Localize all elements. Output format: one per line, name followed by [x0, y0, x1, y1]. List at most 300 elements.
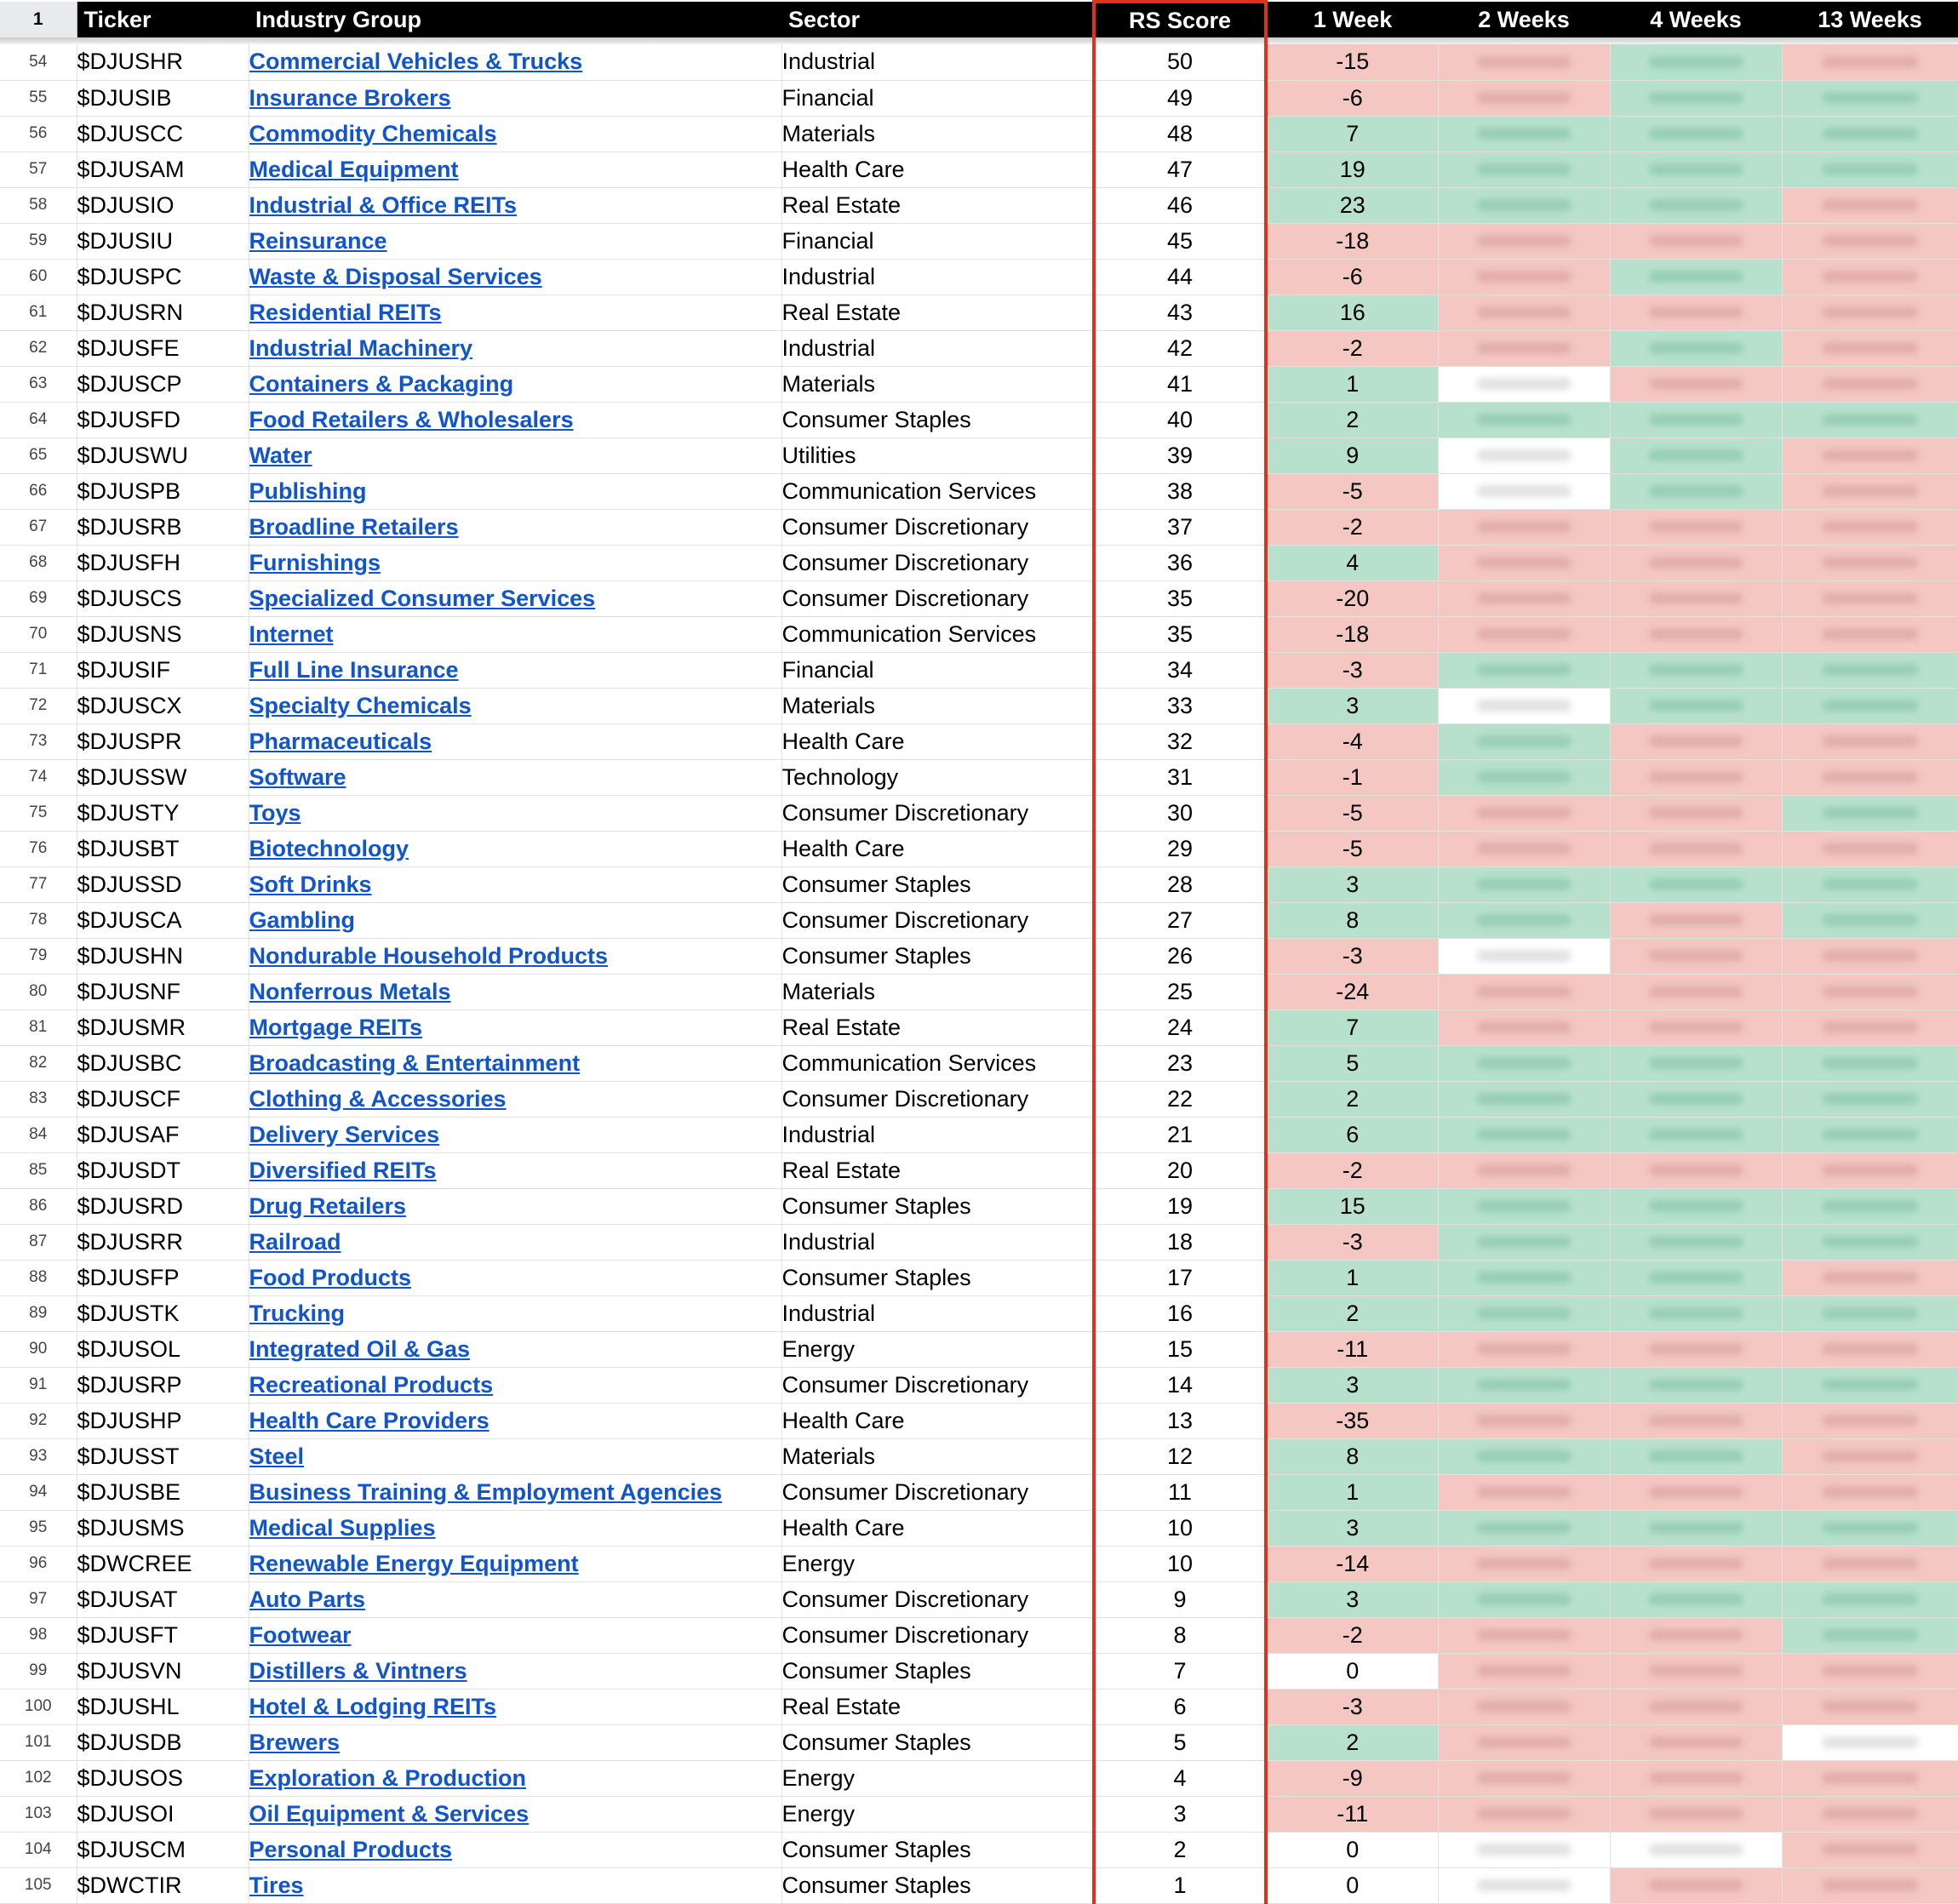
- rs-score-cell[interactable]: 6: [1094, 1689, 1266, 1724]
- week13-change-cell[interactable]: [1782, 1546, 1958, 1581]
- week4-change-cell[interactable]: [1610, 545, 1782, 580]
- week1-change-cell[interactable]: -2: [1266, 1152, 1438, 1188]
- week13-change-cell[interactable]: [1782, 1724, 1958, 1760]
- week4-change-cell[interactable]: [1610, 1653, 1782, 1689]
- table-row[interactable]: [0, 1152, 1958, 1188]
- week1-change-cell[interactable]: 2: [1266, 1724, 1438, 1760]
- industry-group-link[interactable]: Broadline Retailers: [249, 513, 459, 540]
- row-number[interactable]: 82: [0, 1045, 77, 1081]
- week4-change-cell[interactable]: [1610, 1367, 1782, 1403]
- sector-cell[interactable]: Consumer Discretionary: [781, 795, 1094, 831]
- row-number[interactable]: 77: [0, 866, 77, 902]
- industry-group-cell[interactable]: [249, 1796, 781, 1832]
- table-row[interactable]: [0, 1117, 1958, 1152]
- industry-group-cell[interactable]: [249, 1438, 781, 1474]
- sector-cell[interactable]: Consumer Staples: [781, 1832, 1094, 1867]
- week2-change-cell[interactable]: [1438, 402, 1610, 437]
- table-row[interactable]: [0, 1403, 1958, 1438]
- table-row[interactable]: [0, 723, 1958, 759]
- week13-change-cell[interactable]: [1782, 545, 1958, 580]
- ticker-cell[interactable]: $DJUSMR: [77, 1009, 249, 1045]
- ticker-cell[interactable]: $DJUSFE: [77, 330, 249, 366]
- industry-group-cell[interactable]: [249, 723, 781, 759]
- industry-group-cell[interactable]: [249, 902, 781, 938]
- week2-change-cell[interactable]: [1438, 44, 1610, 80]
- ticker-cell[interactable]: $DWCREE: [77, 1546, 249, 1581]
- week4-change-cell[interactable]: [1610, 1867, 1782, 1903]
- row-number[interactable]: 79: [0, 938, 77, 974]
- week13-change-cell[interactable]: [1782, 902, 1958, 938]
- sector-cell[interactable]: Energy: [781, 1331, 1094, 1367]
- industry-group-link[interactable]: Industrial Machinery: [249, 334, 473, 361]
- industry-group-cell[interactable]: [249, 1653, 781, 1689]
- rs-score-cell[interactable]: 43: [1094, 294, 1266, 330]
- rs-score-cell[interactable]: 47: [1094, 152, 1266, 187]
- industry-group-cell[interactable]: [249, 152, 781, 187]
- industry-group-link[interactable]: Pharmaceuticals: [249, 728, 432, 754]
- industry-group-cell[interactable]: [249, 330, 781, 366]
- sector-cell[interactable]: Consumer Staples: [781, 402, 1094, 437]
- industry-group-cell[interactable]: [249, 938, 781, 974]
- table-row[interactable]: [0, 902, 1958, 938]
- week2-change-cell[interactable]: [1438, 795, 1610, 831]
- week2-change-cell[interactable]: [1438, 688, 1610, 723]
- ticker-cell[interactable]: $DJUSHN: [77, 938, 249, 974]
- week2-change-cell[interactable]: [1438, 866, 1610, 902]
- week13-change-cell[interactable]: [1782, 1867, 1958, 1903]
- week1-change-cell[interactable]: -3: [1266, 1689, 1438, 1724]
- row-number[interactable]: 100: [0, 1689, 77, 1724]
- sector-cell[interactable]: Consumer Discretionary: [781, 1617, 1094, 1653]
- ticker-cell[interactable]: $DJUSST: [77, 1438, 249, 1474]
- row-number[interactable]: 88: [0, 1260, 77, 1295]
- industry-group-cell[interactable]: [249, 1474, 781, 1510]
- industry-group-link[interactable]: Distillers & Vintners: [249, 1657, 467, 1684]
- rs-score-cell[interactable]: 30: [1094, 795, 1266, 831]
- rs-score-cell[interactable]: 16: [1094, 1295, 1266, 1331]
- week4-change-cell[interactable]: [1610, 294, 1782, 330]
- ticker-cell[interactable]: $DJUSIF: [77, 652, 249, 688]
- rs-score-cell[interactable]: 7: [1094, 1653, 1266, 1689]
- week1-change-cell[interactable]: -3: [1266, 938, 1438, 974]
- industry-group-link[interactable]: Brewers: [249, 1729, 341, 1755]
- sector-cell[interactable]: Financial: [781, 652, 1094, 688]
- week4-change-cell[interactable]: [1610, 1260, 1782, 1295]
- industry-group-link[interactable]: Personal Products: [249, 1836, 453, 1862]
- ticker-cell[interactable]: $DJUSPB: [77, 473, 249, 509]
- week13-change-cell[interactable]: [1782, 44, 1958, 80]
- week13-change-cell[interactable]: [1782, 223, 1958, 259]
- sector-cell[interactable]: Energy: [781, 1546, 1094, 1581]
- row-number[interactable]: 70: [0, 616, 77, 652]
- week1-change-cell[interactable]: 1: [1266, 366, 1438, 402]
- sector-cell[interactable]: Consumer Discretionary: [781, 902, 1094, 938]
- week1-change-cell[interactable]: -14: [1266, 1546, 1438, 1581]
- table-row[interactable]: [0, 80, 1958, 116]
- industry-group-cell[interactable]: [249, 294, 781, 330]
- week1-change-cell[interactable]: -3: [1266, 652, 1438, 688]
- sector-cell[interactable]: Health Care: [781, 152, 1094, 187]
- sector-cell[interactable]: Health Care: [781, 831, 1094, 866]
- ticker-cell[interactable]: $DJUSOS: [77, 1760, 249, 1796]
- table-row[interactable]: [0, 152, 1958, 187]
- industry-group-link[interactable]: Tires: [249, 1872, 304, 1898]
- week2-change-cell[interactable]: [1438, 1295, 1610, 1331]
- rs-score-cell[interactable]: 34: [1094, 652, 1266, 688]
- week4-change-cell[interactable]: [1610, 1617, 1782, 1653]
- row-number[interactable]: 93: [0, 1438, 77, 1474]
- industry-group-link[interactable]: Medical Supplies: [249, 1514, 436, 1541]
- table-row[interactable]: [0, 1331, 1958, 1367]
- row-number[interactable]: 85: [0, 1152, 77, 1188]
- industry-group-cell[interactable]: [249, 866, 781, 902]
- week2-change-cell[interactable]: [1438, 116, 1610, 152]
- industry-group-cell[interactable]: [249, 1188, 781, 1224]
- sector-cell[interactable]: Consumer Discretionary: [781, 1474, 1094, 1510]
- week2-change-cell[interactable]: [1438, 1617, 1610, 1653]
- ticker-cell[interactable]: $DJUSCM: [77, 1832, 249, 1867]
- week13-change-cell[interactable]: [1782, 688, 1958, 723]
- industry-group-cell[interactable]: [249, 437, 781, 473]
- rs-score-cell[interactable]: 9: [1094, 1581, 1266, 1617]
- week1-change-cell[interactable]: 1: [1266, 1260, 1438, 1295]
- table-row[interactable]: [0, 580, 1958, 616]
- rs-score-cell[interactable]: 36: [1094, 545, 1266, 580]
- week1-change-cell[interactable]: -4: [1266, 723, 1438, 759]
- sector-cell[interactable]: Materials: [781, 366, 1094, 402]
- rs-score-cell[interactable]: 23: [1094, 1045, 1266, 1081]
- row-number[interactable]: 60: [0, 259, 77, 294]
- industry-group-cell[interactable]: [249, 616, 781, 652]
- ticker-cell[interactable]: $DJUSCC: [77, 116, 249, 152]
- rs-score-cell[interactable]: 38: [1094, 473, 1266, 509]
- sector-cell[interactable]: Energy: [781, 1760, 1094, 1796]
- row-number[interactable]: 65: [0, 437, 77, 473]
- week2-change-cell[interactable]: [1438, 1260, 1610, 1295]
- rs-score-cell[interactable]: 25: [1094, 974, 1266, 1009]
- ticker-cell[interactable]: $DJUSTK: [77, 1295, 249, 1331]
- table-row[interactable]: [0, 1546, 1958, 1581]
- row-number[interactable]: 96: [0, 1546, 77, 1581]
- row-number[interactable]: 89: [0, 1295, 77, 1331]
- sector-cell[interactable]: Health Care: [781, 1510, 1094, 1546]
- week4-change-cell[interactable]: [1610, 688, 1782, 723]
- sector-cell[interactable]: Consumer Discretionary: [781, 509, 1094, 545]
- week2-change-cell[interactable]: [1438, 938, 1610, 974]
- row-number[interactable]: 102: [0, 1760, 77, 1796]
- week1-column-header[interactable]: 1 Week: [1266, 2, 1438, 37]
- week1-change-cell[interactable]: -11: [1266, 1331, 1438, 1367]
- row-number[interactable]: 105: [0, 1867, 77, 1903]
- week4-change-cell[interactable]: [1610, 1152, 1782, 1188]
- sector-cell[interactable]: Materials: [781, 116, 1094, 152]
- week2-change-cell[interactable]: [1438, 1152, 1610, 1188]
- industry-group-cell[interactable]: [249, 795, 781, 831]
- industry-group-cell[interactable]: [249, 366, 781, 402]
- week4-change-cell[interactable]: [1610, 723, 1782, 759]
- week2-change-cell[interactable]: [1438, 1367, 1610, 1403]
- row-number[interactable]: 104: [0, 1832, 77, 1867]
- row-number[interactable]: 54: [0, 44, 77, 80]
- week2-change-cell[interactable]: [1438, 1403, 1610, 1438]
- table-row[interactable]: [0, 1009, 1958, 1045]
- industry-group-link[interactable]: Steel: [249, 1443, 305, 1469]
- industry-group-link[interactable]: Residential REITs: [249, 299, 442, 325]
- row-number[interactable]: 62: [0, 330, 77, 366]
- week1-change-cell[interactable]: 9: [1266, 437, 1438, 473]
- row-number[interactable]: 55: [0, 80, 77, 116]
- sector-cell[interactable]: Consumer Discretionary: [781, 580, 1094, 616]
- row-number[interactable]: 59: [0, 223, 77, 259]
- sector-cell[interactable]: Industrial: [781, 1117, 1094, 1152]
- industry-group-link[interactable]: Furnishings: [249, 549, 381, 575]
- week13-change-cell[interactable]: [1782, 866, 1958, 902]
- week4-change-cell[interactable]: [1610, 1117, 1782, 1152]
- week1-change-cell[interactable]: 2: [1266, 1081, 1438, 1117]
- ticker-cell[interactable]: $DJUSIU: [77, 223, 249, 259]
- row-number[interactable]: 101: [0, 1724, 77, 1760]
- rs-score-cell[interactable]: 35: [1094, 580, 1266, 616]
- table-row[interactable]: [0, 1260, 1958, 1295]
- industry-group-link[interactable]: Drug Retailers: [249, 1192, 407, 1219]
- week1-change-cell[interactable]: -5: [1266, 795, 1438, 831]
- week2-change-cell[interactable]: [1438, 1546, 1610, 1581]
- rs-score-cell[interactable]: 24: [1094, 1009, 1266, 1045]
- week1-change-cell[interactable]: -1: [1266, 759, 1438, 795]
- sector-cell[interactable]: Communication Services: [781, 1045, 1094, 1081]
- row-number[interactable]: 66: [0, 473, 77, 509]
- week2-column-header[interactable]: 2 Weeks: [1438, 2, 1610, 37]
- industry-group-cell[interactable]: [249, 759, 781, 795]
- rs-score-cell[interactable]: 42: [1094, 330, 1266, 366]
- week2-change-cell[interactable]: [1438, 1689, 1610, 1724]
- week1-change-cell[interactable]: -2: [1266, 330, 1438, 366]
- week4-change-cell[interactable]: [1610, 1295, 1782, 1331]
- week4-change-cell[interactable]: [1610, 437, 1782, 473]
- row-number[interactable]: 73: [0, 723, 77, 759]
- industry-group-cell[interactable]: [249, 1760, 781, 1796]
- table-row[interactable]: [0, 44, 1958, 80]
- week1-change-cell[interactable]: -3: [1266, 1224, 1438, 1260]
- sector-cell[interactable]: Consumer Discretionary: [781, 1367, 1094, 1403]
- table-row[interactable]: [0, 831, 1958, 866]
- ticker-cell[interactable]: $DJUSTY: [77, 795, 249, 831]
- ticker-cell[interactable]: $DJUSDT: [77, 1152, 249, 1188]
- table-row[interactable]: [0, 1653, 1958, 1689]
- industry-group-link[interactable]: Specialty Chemicals: [249, 692, 472, 718]
- row-number[interactable]: 56: [0, 116, 77, 152]
- week13-change-cell[interactable]: [1782, 759, 1958, 795]
- ticker-cell[interactable]: $DJUSNF: [77, 974, 249, 1009]
- industry-group-link[interactable]: Broadcasting & Entertainment: [249, 1049, 581, 1076]
- table-row[interactable]: [0, 116, 1958, 152]
- week2-change-cell[interactable]: [1438, 80, 1610, 116]
- ticker-cell[interactable]: $DJUSNS: [77, 616, 249, 652]
- industry-group-cell[interactable]: [249, 1832, 781, 1867]
- row-number[interactable]: 63: [0, 366, 77, 402]
- week1-change-cell[interactable]: -2: [1266, 509, 1438, 545]
- industry-group-link[interactable]: Commodity Chemicals: [249, 120, 497, 146]
- week2-change-cell[interactable]: [1438, 1438, 1610, 1474]
- table-row[interactable]: [0, 938, 1958, 974]
- rs-score-cell[interactable]: 31: [1094, 759, 1266, 795]
- week1-change-cell[interactable]: 3: [1266, 1510, 1438, 1546]
- sector-cell[interactable]: Consumer Staples: [781, 866, 1094, 902]
- table-row[interactable]: [0, 1188, 1958, 1224]
- week2-change-cell[interactable]: [1438, 473, 1610, 509]
- rs-score-cell[interactable]: 39: [1094, 437, 1266, 473]
- week4-change-cell[interactable]: [1610, 1081, 1782, 1117]
- week1-change-cell[interactable]: 3: [1266, 688, 1438, 723]
- industry-group-link[interactable]: Recreational Products: [249, 1371, 494, 1398]
- week2-change-cell[interactable]: [1438, 1653, 1610, 1689]
- week1-change-cell[interactable]: 1: [1266, 1474, 1438, 1510]
- table-row[interactable]: [0, 223, 1958, 259]
- industry-group-cell[interactable]: [249, 402, 781, 437]
- row-number[interactable]: 58: [0, 187, 77, 223]
- week2-change-cell[interactable]: [1438, 1331, 1610, 1367]
- week2-change-cell[interactable]: [1438, 1045, 1610, 1081]
- week2-change-cell[interactable]: [1438, 187, 1610, 223]
- row-number[interactable]: 99: [0, 1653, 77, 1689]
- industry-group-link[interactable]: Insurance Brokers: [249, 84, 451, 111]
- week1-change-cell[interactable]: -20: [1266, 580, 1438, 616]
- industry-group-cell[interactable]: [249, 1117, 781, 1152]
- rs-score-cell[interactable]: 18: [1094, 1224, 1266, 1260]
- ticker-cell[interactable]: $DJUSSW: [77, 759, 249, 795]
- week13-change-cell[interactable]: [1782, 437, 1958, 473]
- week4-change-cell[interactable]: [1610, 1796, 1782, 1832]
- industry-group-link[interactable]: Medical Equipment: [249, 156, 459, 182]
- industry-group-link[interactable]: Toys: [249, 799, 301, 826]
- week2-change-cell[interactable]: [1438, 437, 1610, 473]
- industry-group-link[interactable]: Renewable Energy Equipment: [249, 1550, 579, 1576]
- industry-group-link[interactable]: Nondurable Household Products: [249, 942, 609, 969]
- table-row[interactable]: [0, 1045, 1958, 1081]
- week1-change-cell[interactable]: -5: [1266, 473, 1438, 509]
- week2-change-cell[interactable]: [1438, 652, 1610, 688]
- rs-score-cell[interactable]: 20: [1094, 1152, 1266, 1188]
- ticker-cell[interactable]: $DJUSIB: [77, 80, 249, 116]
- week4-change-cell[interactable]: [1610, 1724, 1782, 1760]
- week1-change-cell[interactable]: -9: [1266, 1760, 1438, 1796]
- table-row[interactable]: [0, 437, 1958, 473]
- rs-score-cell[interactable]: 2: [1094, 1832, 1266, 1867]
- week4-change-cell[interactable]: [1610, 1403, 1782, 1438]
- sector-cell[interactable]: Health Care: [781, 723, 1094, 759]
- industry-group-link[interactable]: Trucking: [249, 1300, 346, 1326]
- table-row[interactable]: [0, 795, 1958, 831]
- row-number[interactable]: 68: [0, 545, 77, 580]
- row-number[interactable]: 57: [0, 152, 77, 187]
- week1-change-cell[interactable]: -18: [1266, 223, 1438, 259]
- rs-score-cell[interactable]: 14: [1094, 1367, 1266, 1403]
- industry-group-cell[interactable]: [249, 1260, 781, 1295]
- rs-score-cell[interactable]: 27: [1094, 902, 1266, 938]
- table-row[interactable]: [0, 652, 1958, 688]
- week13-change-cell[interactable]: [1782, 509, 1958, 545]
- industry-group-link[interactable]: Food Products: [249, 1264, 411, 1290]
- industry-group-cell[interactable]: [249, 545, 781, 580]
- week1-change-cell[interactable]: 16: [1266, 294, 1438, 330]
- rs-score-cell[interactable]: 29: [1094, 831, 1266, 866]
- week13-change-cell[interactable]: [1782, 1045, 1958, 1081]
- week2-change-cell[interactable]: [1438, 831, 1610, 866]
- industry-group-cell[interactable]: [249, 1367, 781, 1403]
- row-number[interactable]: 72: [0, 688, 77, 723]
- table-row[interactable]: [0, 294, 1958, 330]
- sector-cell[interactable]: Real Estate: [781, 1152, 1094, 1188]
- ticker-cell[interactable]: $DJUSMS: [77, 1510, 249, 1546]
- table-row[interactable]: [0, 1081, 1958, 1117]
- row-number-header[interactable]: 1: [0, 2, 77, 37]
- table-row[interactable]: [0, 759, 1958, 795]
- table-row[interactable]: [0, 616, 1958, 652]
- ticker-column-header[interactable]: Ticker: [77, 2, 249, 37]
- sector-cell[interactable]: Consumer Staples: [781, 938, 1094, 974]
- week13-change-cell[interactable]: [1782, 152, 1958, 187]
- rs-score-cell[interactable]: 46: [1094, 187, 1266, 223]
- ticker-cell[interactable]: $DJUSFD: [77, 402, 249, 437]
- row-number[interactable]: 83: [0, 1081, 77, 1117]
- sector-cell[interactable]: Consumer Discretionary: [781, 545, 1094, 580]
- week2-change-cell[interactable]: [1438, 294, 1610, 330]
- week13-change-cell[interactable]: [1782, 580, 1958, 616]
- week4-change-cell[interactable]: [1610, 580, 1782, 616]
- rs-score-cell[interactable]: 44: [1094, 259, 1266, 294]
- week4-change-cell[interactable]: [1610, 44, 1782, 80]
- industry-group-cell[interactable]: [249, 831, 781, 866]
- rs-score-cell[interactable]: 21: [1094, 1117, 1266, 1152]
- industry-group-link[interactable]: Food Retailers & Wholesalers: [249, 406, 574, 432]
- week2-change-cell[interactable]: [1438, 152, 1610, 187]
- week2-change-cell[interactable]: [1438, 545, 1610, 580]
- row-number[interactable]: 75: [0, 795, 77, 831]
- week4-change-cell[interactable]: [1610, 473, 1782, 509]
- week4-change-cell[interactable]: [1610, 616, 1782, 652]
- industry-group-link[interactable]: Waste & Disposal Services: [249, 263, 542, 289]
- sector-cell[interactable]: Consumer Staples: [781, 1188, 1094, 1224]
- industry-group-link[interactable]: Water: [249, 442, 312, 468]
- week4-change-cell[interactable]: [1610, 1438, 1782, 1474]
- table-row[interactable]: [0, 1832, 1958, 1867]
- week2-change-cell[interactable]: [1438, 580, 1610, 616]
- rs-score-cell[interactable]: 11: [1094, 1474, 1266, 1510]
- week4-change-cell[interactable]: [1610, 938, 1782, 974]
- table-row[interactable]: [0, 187, 1958, 223]
- sector-cell[interactable]: Materials: [781, 974, 1094, 1009]
- industry-group-link[interactable]: Oil Equipment & Services: [249, 1800, 530, 1827]
- industry-group-link[interactable]: Full Line Insurance: [249, 656, 459, 683]
- industry-group-cell[interactable]: [249, 1546, 781, 1581]
- ticker-cell[interactable]: $DJUSBE: [77, 1474, 249, 1510]
- industry-group-link[interactable]: Gambling: [249, 906, 356, 933]
- ticker-cell[interactable]: $DJUSFH: [77, 545, 249, 580]
- rs-score-cell[interactable]: 40: [1094, 402, 1266, 437]
- week4-change-cell[interactable]: [1610, 652, 1782, 688]
- row-number[interactable]: 91: [0, 1367, 77, 1403]
- row-number[interactable]: 92: [0, 1403, 77, 1438]
- week2-change-cell[interactable]: [1438, 1081, 1610, 1117]
- week13-change-cell[interactable]: [1782, 473, 1958, 509]
- sector-cell[interactable]: Consumer Discretionary: [781, 1081, 1094, 1117]
- week1-change-cell[interactable]: 8: [1266, 902, 1438, 938]
- table-row[interactable]: [0, 688, 1958, 723]
- week2-change-cell[interactable]: [1438, 366, 1610, 402]
- week2-change-cell[interactable]: [1438, 1188, 1610, 1224]
- sector-cell[interactable]: Real Estate: [781, 294, 1094, 330]
- week1-change-cell[interactable]: 5: [1266, 1045, 1438, 1081]
